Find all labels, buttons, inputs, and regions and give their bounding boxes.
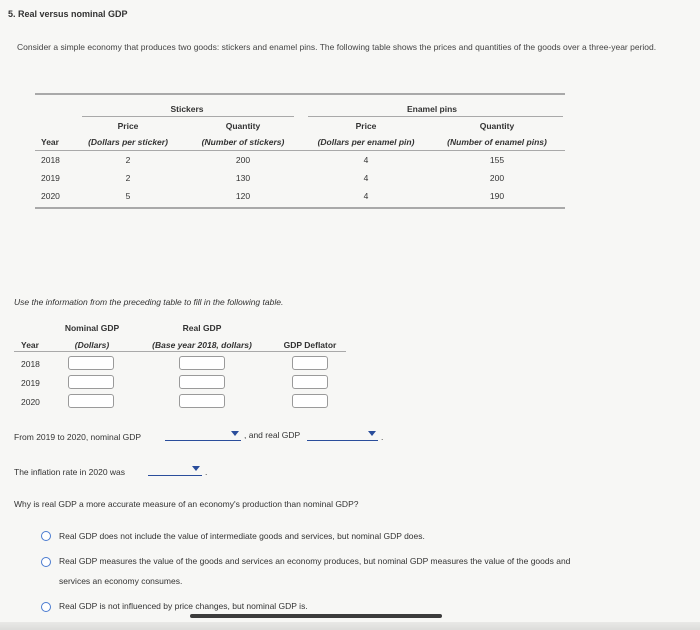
sticker-price-header: Price — [117, 121, 139, 131]
row-pin-price: 4 — [363, 191, 369, 201]
row-pin-quantity: 155 — [489, 155, 505, 165]
option-3-label[interactable]: Real GDP is not influenced by price changes, but nominal GDP is. — [59, 601, 308, 611]
sticker-price-unit: (Dollars per sticker) — [88, 137, 168, 147]
table-bottom-rule — [35, 207, 565, 209]
fill-year-2020: 2020 — [21, 397, 40, 407]
fill-year-2018: 2018 — [21, 359, 40, 369]
sticker-quantity-header: Quantity — [225, 121, 261, 131]
row-pin-price: 4 — [363, 155, 369, 165]
group-header-enamel-pins: Enamel pins — [406, 104, 458, 114]
real-gdp-2018-input[interactable] — [179, 356, 225, 370]
row-year: 2020 — [41, 191, 60, 201]
fill-year-header: Year — [21, 340, 39, 350]
nominal-gdp-header: Nominal GDP — [64, 323, 120, 333]
fill-instruction: Use the information from the preceding table to fill in the following table. — [14, 297, 284, 307]
real-gdp-header: Real GDP — [182, 323, 222, 333]
pins-group-rule — [308, 116, 563, 117]
row-year: 2019 — [41, 173, 60, 183]
row-pin-quantity: 190 — [489, 191, 505, 201]
radio-option-2[interactable] — [41, 557, 51, 567]
real-gdp-2019-input[interactable] — [179, 375, 225, 389]
real-gdp-2020-input[interactable] — [179, 394, 225, 408]
real-gdp-unit: (Base year 2018, dollars) — [152, 340, 252, 350]
sentence-inflation-start: The inflation rate in 2020 was — [14, 467, 126, 477]
inflation-rate-dropdown[interactable] — [148, 465, 202, 476]
row-sticker-quantity: 200 — [235, 155, 251, 165]
question-title: 5. Real versus nominal GDP — [8, 9, 128, 19]
nominal-gdp-unit: (Dollars) — [74, 340, 110, 350]
sentence-real-gdp-mid: , and real GDP — [244, 430, 301, 440]
pin-price-header: Price — [355, 121, 377, 131]
sentence-inflation-end: . — [205, 467, 208, 477]
real-gdp-change-dropdown[interactable] — [307, 430, 378, 441]
nominal-gdp-change-dropdown[interactable] — [165, 430, 241, 441]
header-bottom-rule — [35, 150, 565, 151]
chevron-down-icon — [192, 466, 200, 471]
chevron-down-icon — [231, 431, 239, 436]
table-top-rule — [35, 93, 565, 95]
row-sticker-quantity: 130 — [235, 173, 251, 183]
nominal-gdp-2019-input[interactable] — [68, 375, 114, 389]
row-sticker-quantity: 120 — [235, 191, 251, 201]
nominal-gdp-2018-input[interactable] — [68, 356, 114, 370]
sticker-quantity-unit: (Number of stickers) — [201, 137, 285, 147]
option-2-label[interactable]: Real GDP measures the value of the goods and services an economy produces, but nominal GDP measures the value of the goods and — [59, 556, 571, 566]
option-1-label[interactable]: Real GDP does not include the value of intermediate goods and services, but nominal GDP does. — [59, 531, 425, 541]
mc-question: Why is real GDP a more accurate measure of an economy's production than nominal GDP? — [14, 499, 359, 509]
pin-quantity-unit: (Number of enamel pins) — [447, 137, 547, 147]
horizontal-scrollbar[interactable] — [190, 614, 442, 618]
gdp-deflator-2020-input[interactable] — [292, 394, 328, 408]
option-2-label-continued[interactable]: services an economy consumes. — [59, 576, 183, 586]
pin-quantity-header: Quantity — [479, 121, 515, 131]
row-sticker-price: 2 — [125, 173, 131, 183]
row-year: 2018 — [41, 155, 60, 165]
nominal-gdp-2020-input[interactable] — [68, 394, 114, 408]
fill-header-rule — [14, 351, 346, 352]
page-bottom-edge — [0, 622, 700, 630]
gdp-deflator-2019-input[interactable] — [292, 375, 328, 389]
row-pin-price: 4 — [363, 173, 369, 183]
chevron-down-icon — [368, 431, 376, 436]
row-sticker-price: 5 — [125, 191, 131, 201]
radio-option-1[interactable] — [41, 531, 51, 541]
row-sticker-price: 2 — [125, 155, 131, 165]
row-pin-quantity: 200 — [489, 173, 505, 183]
year-header: Year — [41, 137, 59, 147]
group-header-stickers: Stickers — [170, 104, 204, 114]
fill-year-2019: 2019 — [21, 378, 40, 388]
gdp-deflator-header: GDP Deflator — [283, 340, 337, 350]
gdp-deflator-2018-input[interactable] — [292, 356, 328, 370]
pin-price-unit: (Dollars per enamel pin) — [317, 137, 415, 147]
question-intro: Consider a simple economy that produces two goods: stickers and enamel pins. The following table shows the prices and quantities of the goods over a three-year period. — [17, 42, 657, 52]
stickers-group-rule — [82, 116, 294, 117]
sentence-nominal-gdp-start: From 2019 to 2020, nominal GDP — [14, 432, 142, 442]
radio-option-3[interactable] — [41, 602, 51, 612]
sentence-end-period: . — [381, 432, 384, 442]
